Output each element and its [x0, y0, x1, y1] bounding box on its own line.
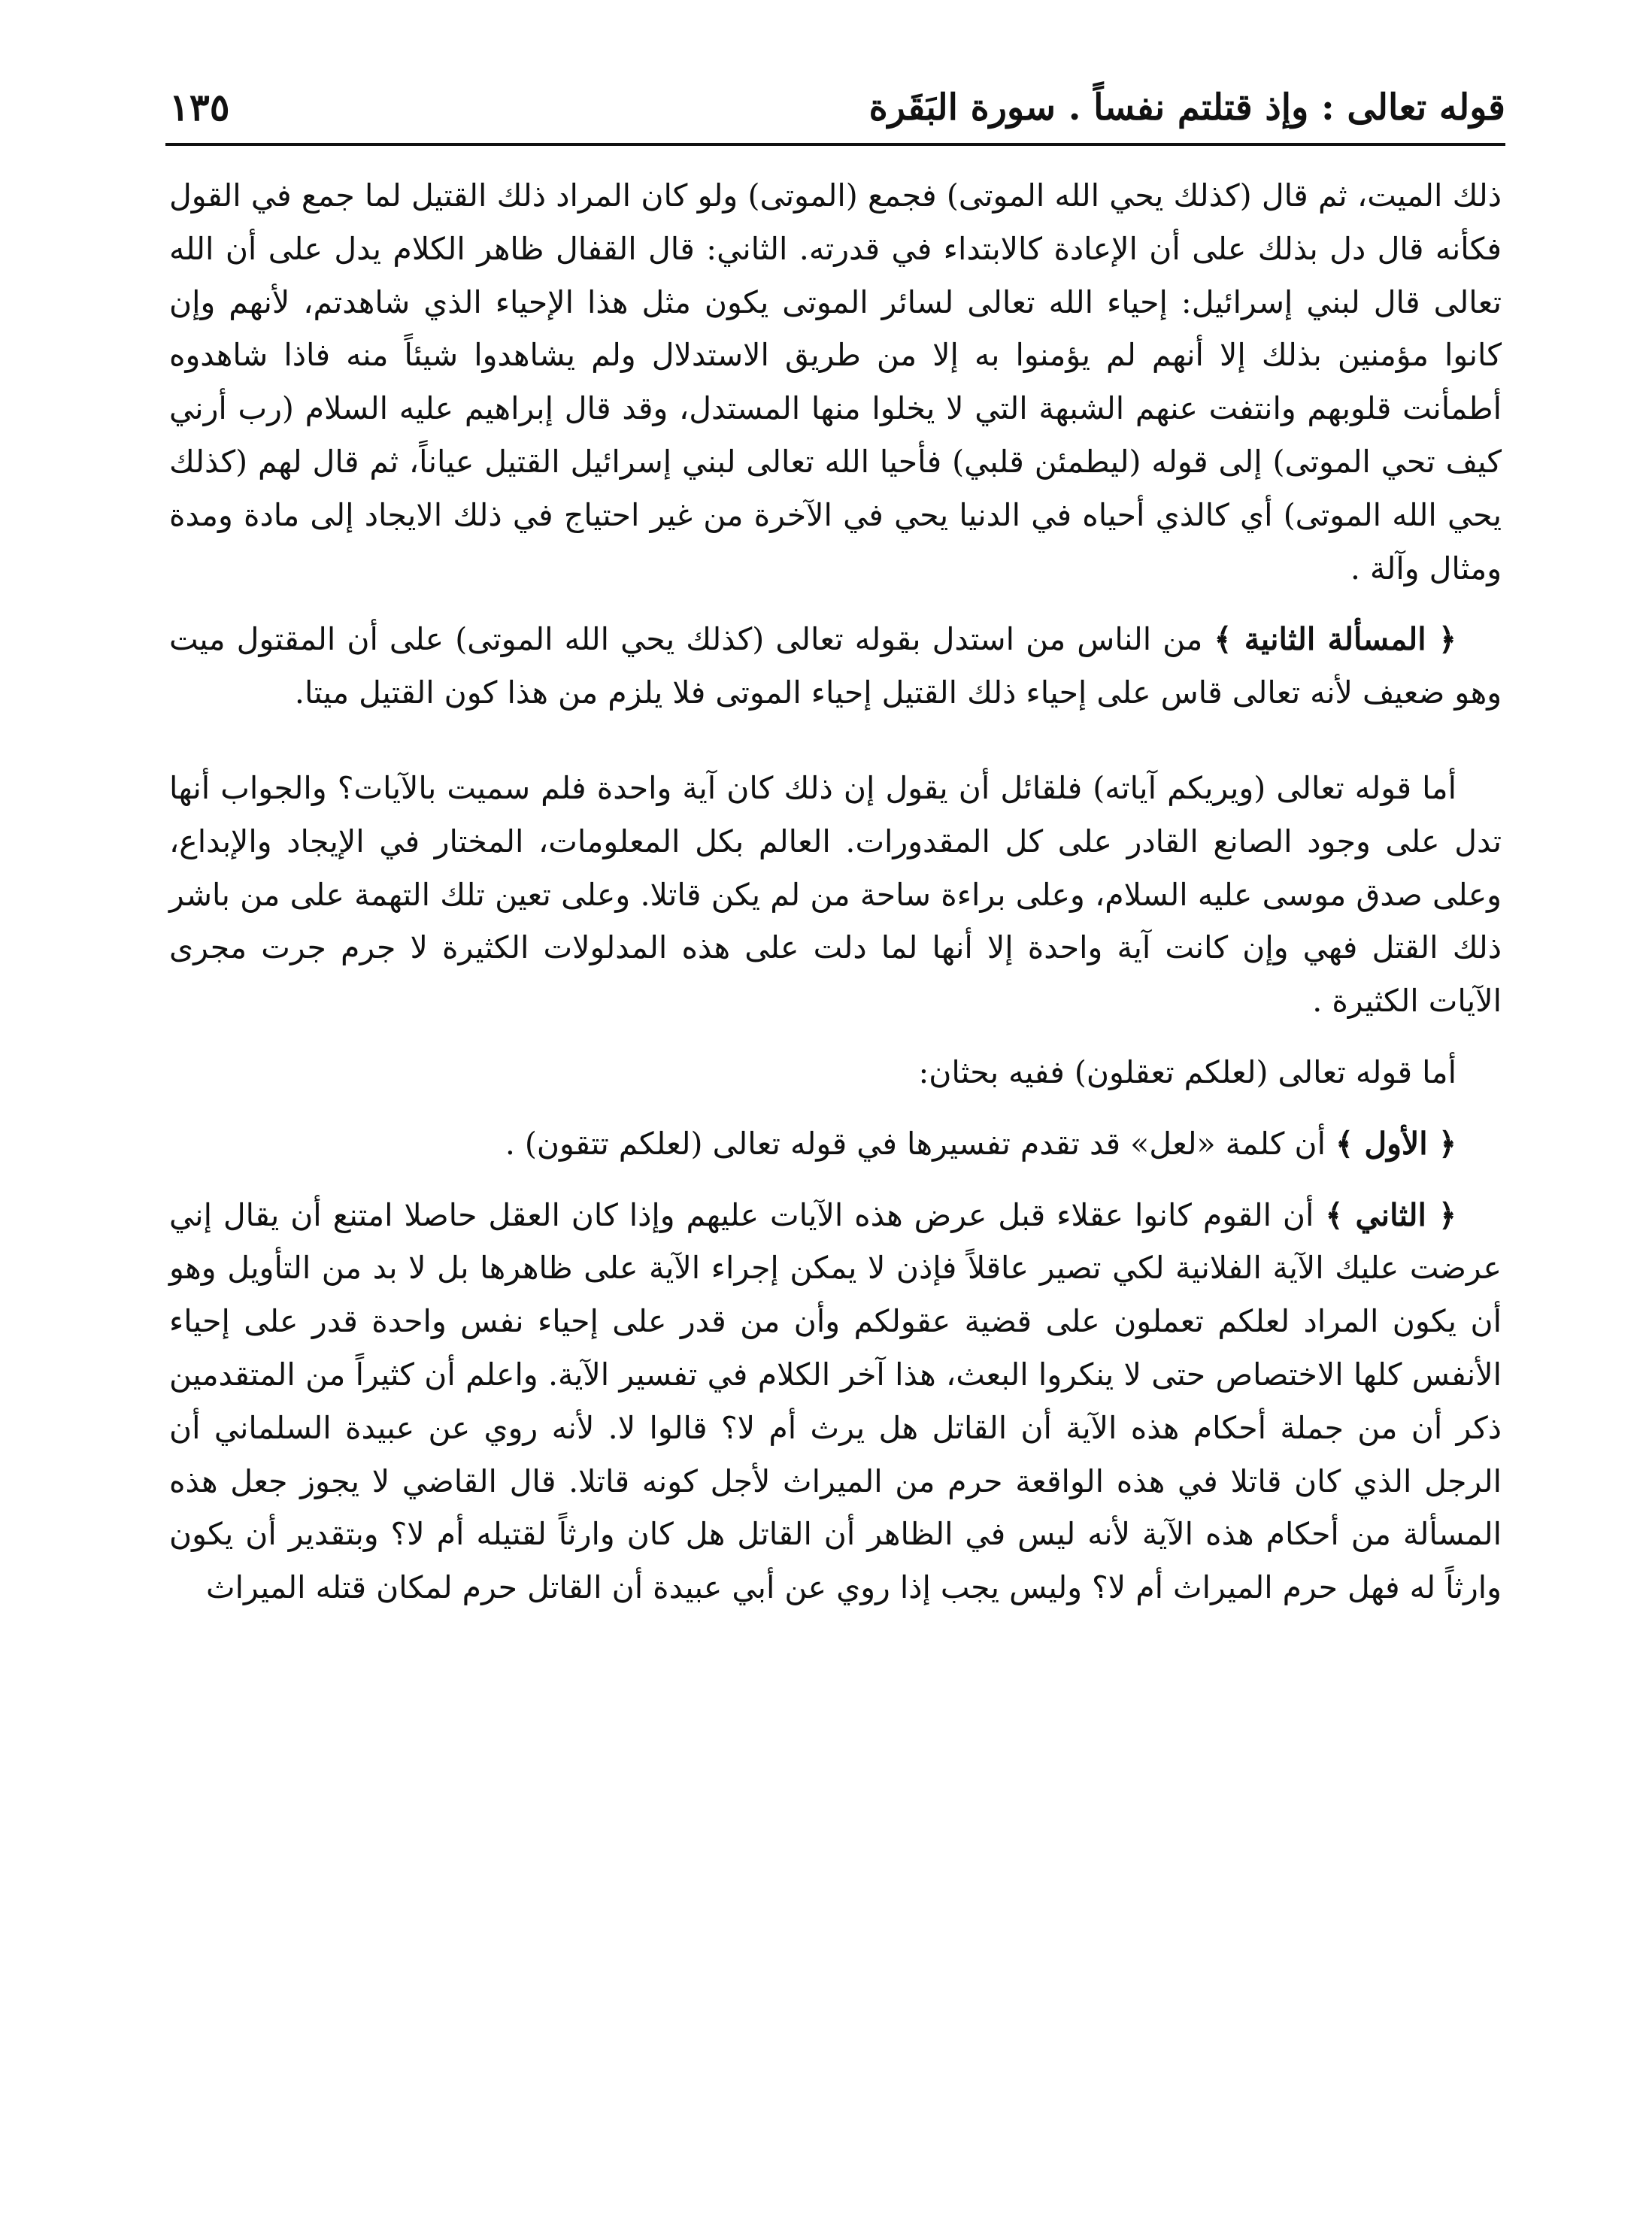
paragraph-5 — [169, 1117, 1502, 1171]
paragraph-4-text: أما قوله تعالى (لعلكم تعقلون) ففيه بحثان: — [918, 1053, 1456, 1090]
paragraph-2 — [169, 613, 1502, 720]
paragraph-5-text: أن كلمة «لعل» قد تقدم تفسيرها في قوله تعالى (لعلكم تتقون) . — [505, 1125, 1326, 1162]
issue-heading-second-discussion: ﴿ الثاني ﴾ — [1325, 1196, 1456, 1233]
paragraph-6 — [169, 1189, 1502, 1614]
page-body — [169, 169, 1502, 2180]
paragraph-6-text: أن القوم كانوا عقلاء قبل عرض هذه الآيات عليهم وإذا كان العقل حاصلا امتنع أن يقال إني عرضت عليك الآية الفلانية لكي تصير عاقلاً فإذن لا يمكن إجراء الآية على ظاهرها بل لا بد من التأويل وهو أن يكون المراد لعلكم تعملون على قضية عقولكم وأن من قدر على إحياء نفس واحدة قدر على إحياء الأنفس كلها الاختصاص حتى لا ينكروا البعث، هذا آخر الكلام في تفسير الآية. واعلم أن كثيراً من المتقدمين ذكر أن من جملة أحكام هذه الآية أن القاتل هل يرث أم لا؟ قالوا لا. لأنه روي عن عبيدة السلماني أن الرجل الذي كان قاتلا في هذه الواقعة حرم من الميراث لأجل كونه قاتلا. قال القاضي لا يجوز جعل هذه المسألة من أحكام هذه الآية لأنه ليس في الظاهر أن القاتل هل كان وارثاً لقتيله أم لا؟ وبتقدير أن يكون وارثاً له فهل حرم الميراث أم لا؟ وليس يجب إذا روي عن أبي عبيدة أن القاتل حرم لمكان قتله الميراث — [169, 1196, 1502, 1606]
paragraph-1 — [169, 169, 1502, 595]
running-title: قوله تعالى : وإذ قتلتم نفساً . سورة البَقَرة — [868, 86, 1505, 129]
issue-heading-first: ﴿ الأول ﴾ — [1335, 1125, 1456, 1162]
page-number: ١٣٥ — [169, 85, 230, 129]
issue-heading-second: ﴿ المسألة الثانية ﴾ — [1214, 621, 1456, 658]
page-header — [169, 71, 1505, 143]
paragraph-4 — [169, 1046, 1502, 1099]
paragraph-3 — [169, 762, 1502, 1028]
paragraph-2-text: من الناس من استدل بقوله تعالى (كذلك يحي الله الموتى) على أن المقتول ميت وهو ضعيف لأنه تعالى قاس على إحياء ذلك القتيل إحياء الموتى فلا يلزم من هذا كون القتيل ميتا. — [169, 621, 1502, 711]
paragraph-3-text: أما قوله تعالى (ويريكم آياته) فلقائل أن يقول إن ذلك كان آية واحدة فلم سميت بالآيات؟ والجواب أنها تدل على وجود الصانع القادر على كل المقدورات. العالم بكل المعلومات، المختار في الإيجاد والإبداع، وعلى صدق موسى عليه السلام، وعلى براءة ساحة من لم يكن قاتلا. وعلى تعين تلك التهمة على من باشر ذلك القتل فهي وإن كانت آية واحدة إلا أنها لما دلت على هذه المدلولات الكثيرة لا جرم جرت مجرى الآيات الكثيرة . — [169, 769, 1502, 1020]
paragraph-1-text: ذلك الميت، ثم قال (كذلك يحي الله الموتى) فجمع (الموتى) ولو كان المراد ذلك القتيل لما جمع في القول فكأنه قال دل بذلك على أن الإعادة كالابتداء في قدرته. الثاني: قال القفال ظاهر الكلام يدل على أن الله تعالى قال لبني إسرائيل: إحياء الله تعالى لسائر الموتى يكون مثل هذا الإحياء الذي شاهدتم، لأنهم وإن كانوا مؤمنين بذلك إلا أنهم لم يؤمنوا به إلا من طريق الاستدلال ولم يشاهدوا شيئاً منه فاذا شاهدوه أطمأنت قلوبهم وانتفت عنهم الشبهة التي لا يخلوا منها المستدل، وقد قال إبراهيم عليه السلام (رب أرني كيف تحي الموتى) إلى قوله (ليطمئن قلبي) فأحيا الله تعالى لبني إسرائيل القتيل عياناً، ثم قال لهم (كذلك يحي الله الموتى) أي كالذي أحياه في الدنيا يحي في الآخرة من غير احتياج في ذلك الايجاد إلى مادة ومدة ومثال وآلة . — [169, 177, 1502, 587]
header-rule — [165, 143, 1505, 146]
